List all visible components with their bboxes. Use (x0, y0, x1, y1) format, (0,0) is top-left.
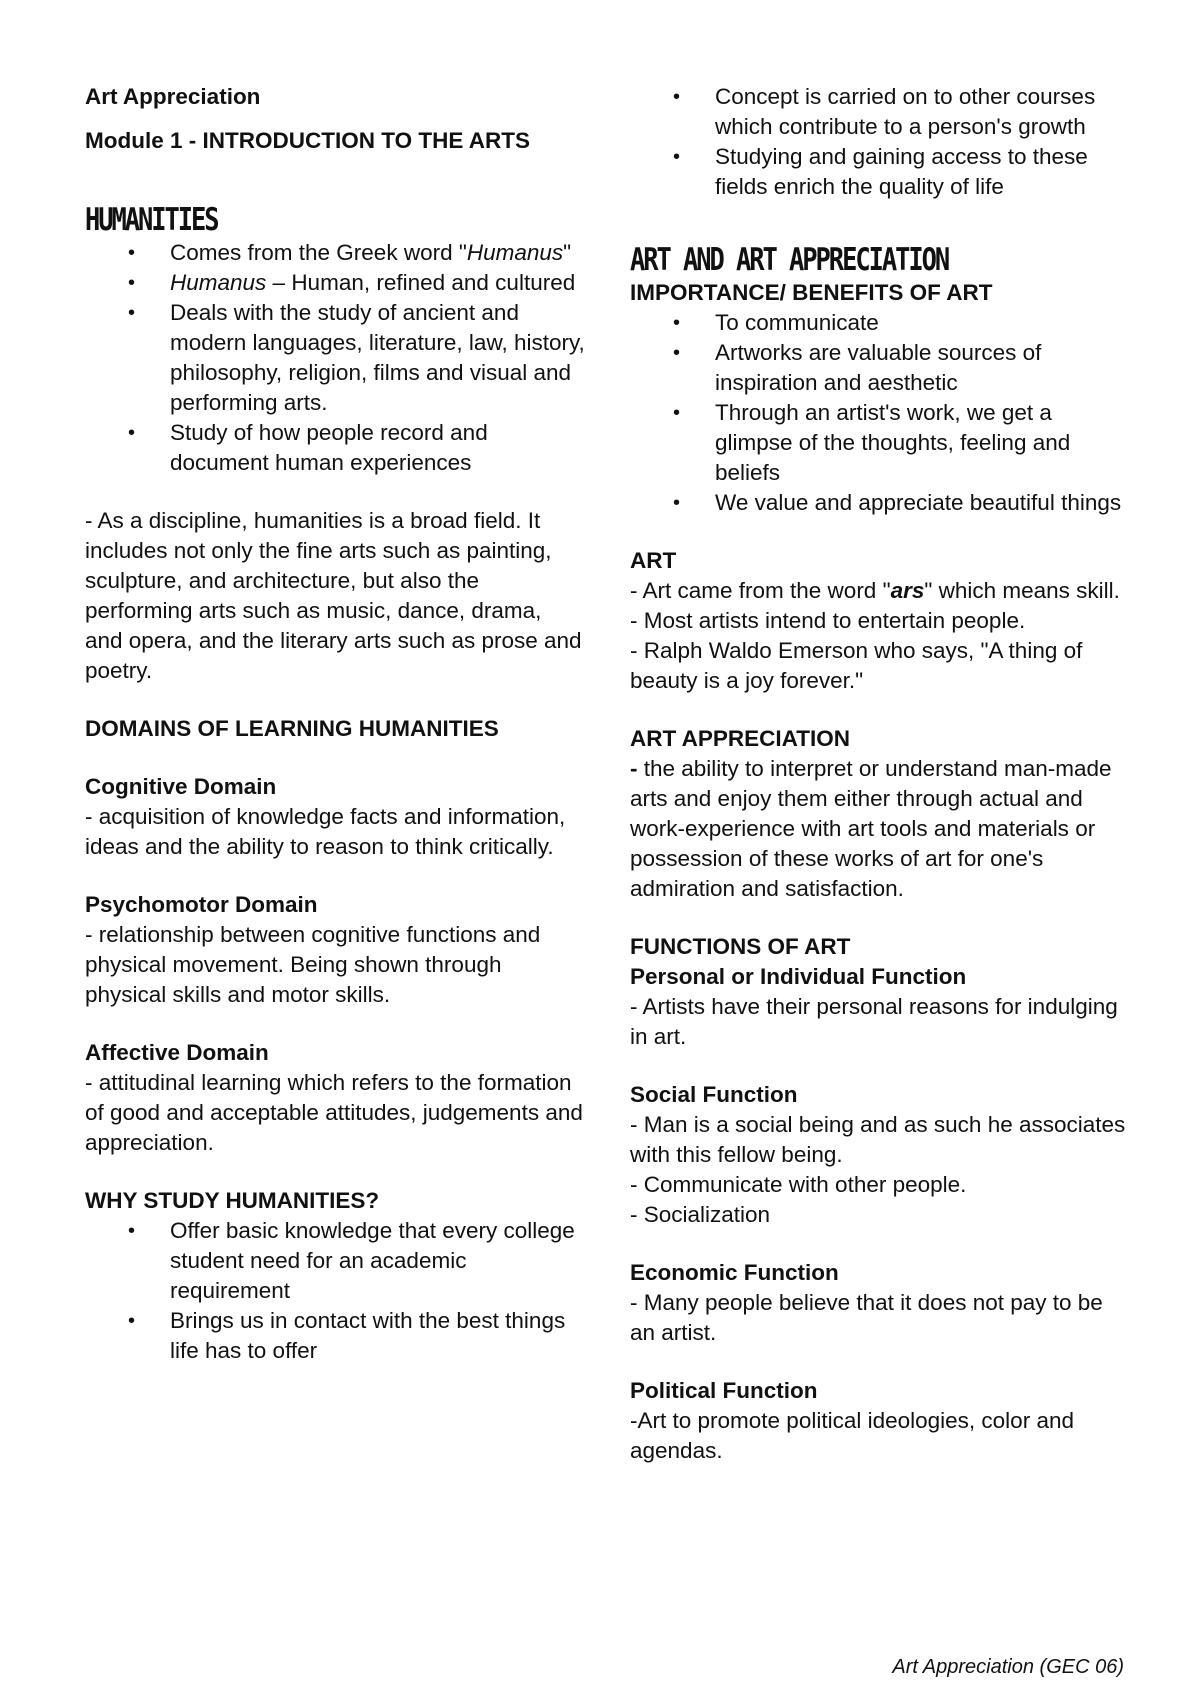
personal-function-text: - Artists have their personal reasons for indulging in art. (630, 994, 1118, 1049)
bullet-icon: • (673, 146, 681, 168)
list-item-italic: Humanus (466, 240, 564, 265)
discipline-paragraph: - As a discipline, humanities is a broad field. It includes not only the fine arts such as painting, sculpture, and architecture, but also the performing arts such as music, dance, drama, and opera, and the literary arts such as prose and poetry. (85, 508, 582, 683)
continued-bullet-list (630, 82, 1130, 202)
list-item (673, 338, 1130, 398)
affective-domain-text: - attitudinal learning which refers to the formation of good and acceptable attitudes, judgements and appreciation. (85, 1070, 583, 1155)
art-definition-text: - Art came from the word " (630, 578, 891, 603)
why-study-bullet-list (85, 1216, 585, 1366)
list-item-text: Study of how people record and document human experiences (170, 420, 488, 475)
bullet-icon: • (128, 242, 136, 264)
affective-domain-title: Affective Domain (85, 1040, 269, 1065)
economic-function-title: Economic Function (630, 1260, 839, 1285)
module-title: Module 1 - INTRODUCTION TO THE ARTS (85, 128, 530, 153)
list-item-text: Concept is carried on to other courses which contribute to a person's growth (715, 84, 1096, 139)
art-definition-ars: ars (890, 578, 925, 603)
list-item-text: Deals with the study of ancient and modern languages, literature, law, history, philosophy, religion, films and visual and performing arts. (170, 300, 585, 415)
bullet-icon: • (673, 492, 681, 514)
cognitive-domain-title: Cognitive Domain (85, 774, 277, 799)
bullet-icon: • (673, 312, 681, 334)
humanities-bullet-list (85, 238, 585, 478)
left-column (85, 82, 585, 1366)
political-function-text: -Art to promote political ideologies, color and agendas. (630, 1408, 1074, 1463)
document-title: Art Appreciation (85, 84, 261, 109)
art-definition (630, 576, 1130, 606)
art-appreciation-text (630, 754, 1130, 904)
list-item-text: – Human, refined and cultured (266, 270, 576, 295)
bullet-icon: • (128, 422, 136, 444)
political-function-title: Political Function (630, 1378, 818, 1403)
importance-bullet-list (630, 308, 1130, 518)
list-item (128, 1306, 585, 1366)
art-appreciation-body: the ability to interpret or understand man-made arts and enjoy them either through actual and work-experience with art tools and materials or possession of these works of art for one's admiration and satisfaction. (630, 756, 1112, 901)
right-column (630, 82, 1130, 1466)
list-item-italic: Humanus (170, 270, 267, 295)
economic-function-text: - Many people believe that it does not pay to be an artist. (630, 1290, 1103, 1345)
list-item-text: To communicate (715, 310, 879, 335)
bullet-icon: • (673, 86, 681, 108)
why-study-heading: WHY STUDY HUMANITIES? (85, 1188, 380, 1213)
social-function-line: - Man is a social being and as such he associates with this fellow being. (630, 1112, 1126, 1167)
bullet-icon: • (673, 402, 681, 424)
art-appreciation-title: ART APPRECIATION (630, 726, 851, 751)
list-item (673, 398, 1130, 488)
functions-heading: FUNCTIONS OF ART (630, 934, 851, 959)
page-footer: Art Appreciation (GEC 06) (892, 1656, 1124, 1678)
psychomotor-domain-title: Psychomotor Domain (85, 892, 318, 917)
personal-function-title: Personal or Individual Function (630, 964, 967, 989)
list-item-text: Offer basic knowledge that every college student need for an academic requirement (170, 1218, 575, 1303)
list-item-text: Artworks are valuable sources of inspiration and aesthetic (715, 340, 1042, 395)
list-item-text: We value and appreciate beautiful things (715, 490, 1122, 515)
list-item-text: Studying and gaining access to these fields enrich the quality of life (715, 144, 1088, 199)
list-item (673, 308, 1130, 338)
bullet-icon: • (128, 272, 136, 294)
importance-heading: IMPORTANCE/ BENEFITS OF ART (630, 280, 993, 305)
list-item (673, 142, 1130, 202)
social-function-line: - Socialization (630, 1202, 771, 1227)
list-item (128, 268, 585, 298)
art-definition-text-end: " which means skill. (924, 578, 1120, 603)
social-function-line: - Communicate with other people. (630, 1172, 967, 1197)
list-item-text: Comes from the Greek word " (170, 240, 467, 265)
social-function-title: Social Function (630, 1082, 798, 1107)
list-item (673, 82, 1130, 142)
list-item (128, 238, 585, 268)
list-item (128, 298, 585, 418)
art-title: ART (630, 548, 677, 573)
bullet-icon: • (128, 302, 136, 324)
humanities-heading: HUMANITIES (85, 202, 218, 238)
bullet-icon: • (128, 1220, 136, 1242)
art-entertain-line: - Most artists intend to entertain people. (630, 608, 1026, 633)
list-item (673, 488, 1130, 518)
list-item-text-end: " (563, 240, 572, 265)
bullet-icon: • (673, 342, 681, 364)
cognitive-domain-text: - acquisition of knowledge facts and information, ideas and the ability to reason to think critically. (85, 804, 566, 859)
list-item (128, 1216, 585, 1306)
domains-heading: DOMAINS OF LEARNING HUMANITIES (85, 716, 499, 741)
list-item-text: Brings us in contact with the best things life has to offer (170, 1308, 566, 1363)
list-item (128, 418, 585, 478)
psychomotor-domain-text: - relationship between cognitive functions and physical movement. Being shown through physical skills and motor skills. (85, 922, 541, 1007)
art-appreciation-dash: - (630, 756, 638, 781)
art-and-art-appreciation-heading: ART AND ART APPRECIATION (630, 242, 949, 278)
bullet-icon: • (128, 1310, 136, 1332)
art-emerson-quote: - Ralph Waldo Emerson who says, "A thing of beauty is a joy forever." (630, 638, 1083, 693)
list-item-text: Through an artist's work, we get a glimpse of the thoughts, feeling and beliefs (715, 400, 1071, 485)
